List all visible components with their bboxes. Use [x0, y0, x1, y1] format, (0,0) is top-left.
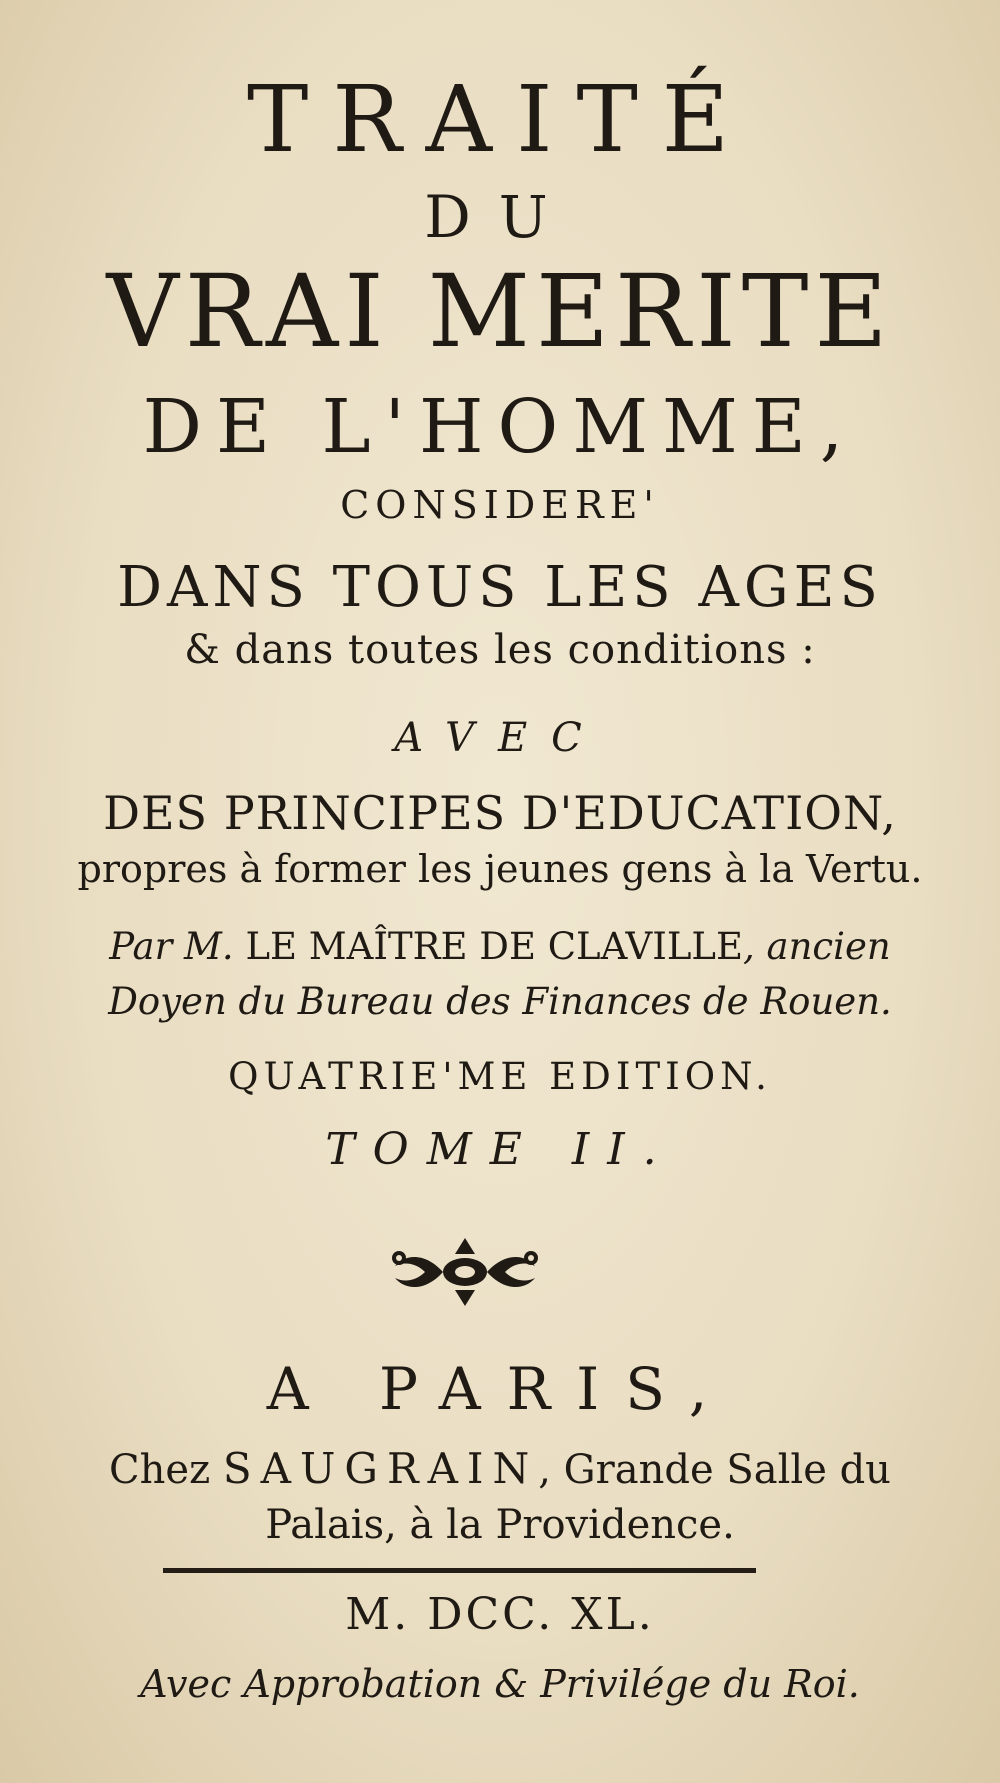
- title-conditions: & dans toutes les conditions :: [184, 627, 816, 673]
- imprint-publisher: SAUGRAIN: [222, 1444, 539, 1493]
- title-de-lhomme: DE L'HOMME,: [142, 384, 858, 470]
- imprint-address2: Palais, à la Providence.: [265, 1502, 735, 1548]
- title-dans-tous-les-ages: DANS TOUS LES AGES: [117, 555, 883, 620]
- title-traite: TRAITÉ: [247, 66, 753, 173]
- title-vrai-merite: VRAI MERITE: [106, 253, 894, 370]
- title-principes: DES PRINCIPES D'EDUCATION,: [103, 786, 897, 840]
- imprint-chez: Chez: [109, 1447, 211, 1493]
- edition: QUATRIE'ME EDITION.: [228, 1055, 772, 1098]
- volume: TOME II.: [325, 1124, 675, 1175]
- imprint-city: A PARIS,: [266, 1355, 734, 1423]
- imprint-address1: , Grande Salle du: [538, 1447, 891, 1493]
- title-propres: propres à former les jeunes gens à la Vertu.: [77, 847, 923, 891]
- author-suffix: , ancien: [743, 925, 891, 968]
- imprint-publisher-line: [0, 1444, 1000, 1493]
- title-considere: CONSIDERE': [340, 483, 660, 527]
- author-name: LE MAÎTRE DE CLAVILLE: [245, 925, 743, 968]
- fleuron-ornament-icon: [385, 1232, 545, 1312]
- author-prefix: Par M.: [109, 925, 234, 968]
- author-title: Doyen du Bureau des Finances de Rouen.: [108, 980, 892, 1023]
- imprint-date: M. DCC. XL.: [345, 1589, 655, 1640]
- imprint-privilege: Avec Approbation & Privilége du Roi.: [140, 1662, 860, 1706]
- author-line: [0, 925, 1000, 968]
- divider-rule: [163, 1568, 756, 1573]
- title-avec: AVEC: [394, 715, 606, 761]
- title-du: DU: [424, 183, 576, 251]
